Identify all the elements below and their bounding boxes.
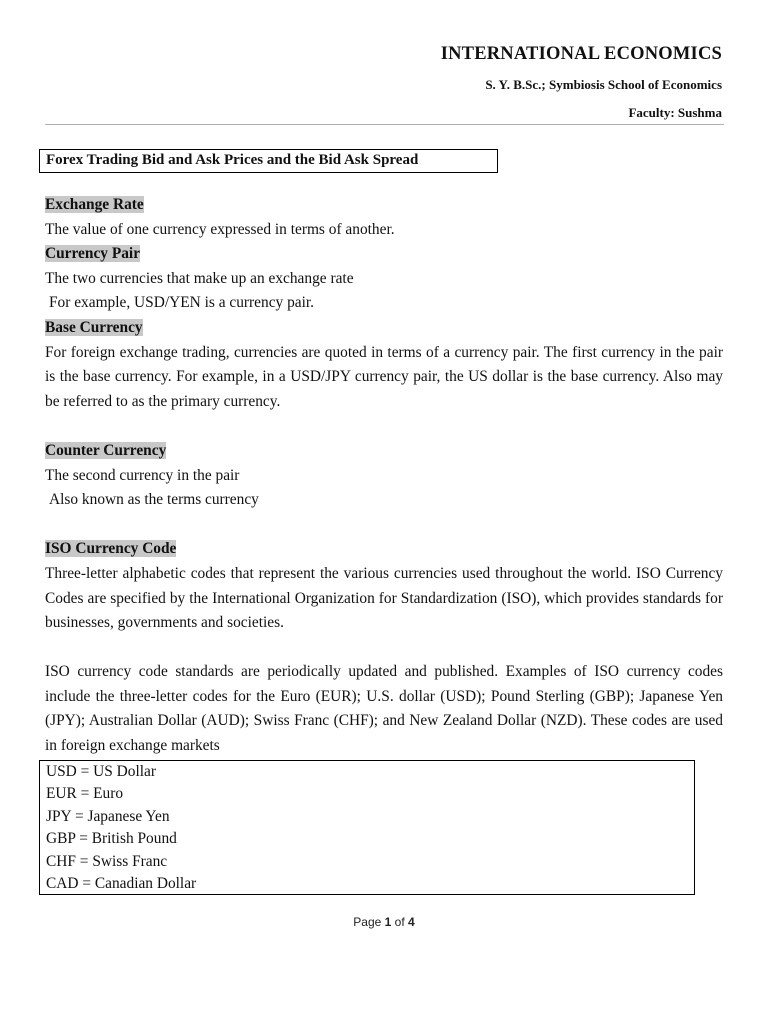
heading-counter-currency: Counter Currency — [45, 441, 167, 459]
heading-currency-pair: Currency Pair — [45, 245, 141, 263]
heading-base-currency: Base Currency — [45, 318, 143, 336]
header-divider — [45, 124, 724, 125]
counter-currency-line-1: The second currency in the pair — [45, 466, 240, 484]
heading-exchange-rate: Exchange Rate — [45, 196, 144, 213]
document-body — [45, 193, 723, 759]
document-header-faculty: Faculty: Sushma — [628, 105, 722, 120]
currency-code-item: EUR = Euro — [46, 785, 124, 803]
currency-code-item: CHF = Swiss Franc — [46, 852, 168, 870]
spacer — [45, 414, 723, 439]
currency-code-item: JPY = Japanese Yen — [46, 807, 170, 825]
heading-iso-currency-code: ISO Currency Code — [45, 540, 177, 558]
spacer — [45, 636, 723, 661]
currency-code-item: USD = US Dollar — [46, 763, 157, 780]
document-title: Forex Trading Bid and Ask Prices and the Bid Ask Spread — [46, 152, 419, 168]
currency-code-table — [39, 760, 695, 895]
currency-code-item: CAD = Canadian Dollar — [46, 875, 197, 893]
iso-code-paragraph-1: Three-letter alphabetic codes that represent the various currencies used throughout the world. ISO Currency Codes are specified by the International Organization for Standardization (ISO), which provides standards for businesses, governments and societies. — [45, 564, 723, 632]
document-header-subtitle: S. Y. B.Sc.; Symbiosis School of Economics — [485, 77, 722, 92]
currency-pair-line-1: The two currencies that make up an exchange rate — [45, 269, 354, 287]
iso-code-paragraph-2: ISO currency code standards are periodically updated and published. Examples of ISO currency codes include the three-letter codes for the Euro (EUR); U.S. dollar (USD); Pound Sterling (GBP); Japanese Yen (JPY); Australian Dollar (AUD); Swiss Franc (CHF); and New Zealand Dollar (NZD). These codes are used in foreign exchange markets — [45, 663, 723, 755]
page-total: 4 — [408, 915, 415, 929]
page-current: 1 — [384, 915, 392, 929]
page-word: Page — [353, 915, 382, 929]
document-header-title: INTERNATIONAL ECONOMICS — [440, 44, 722, 64]
document-title-box — [39, 149, 498, 173]
base-currency-text: For foreign exchange trading, currencies are quoted in terms of a currency pair. The first currency in the pair is the base currency. For example, in a USD/JPY currency pair, the US dollar is the base currency. Also may be referred to as the primary currency. — [45, 343, 723, 410]
counter-currency-line-2: Also known as the terms currency — [49, 491, 259, 509]
spacer — [45, 513, 723, 538]
page-footer — [0, 915, 768, 929]
currency-pair-line-2: For example, USD/YEN is a currency pair. — [49, 294, 314, 312]
currency-code-item: GBP = British Pound — [46, 830, 177, 848]
exchange-rate-text: The value of one currency expressed in terms of another. — [45, 220, 395, 238]
of-word: of — [394, 915, 405, 929]
